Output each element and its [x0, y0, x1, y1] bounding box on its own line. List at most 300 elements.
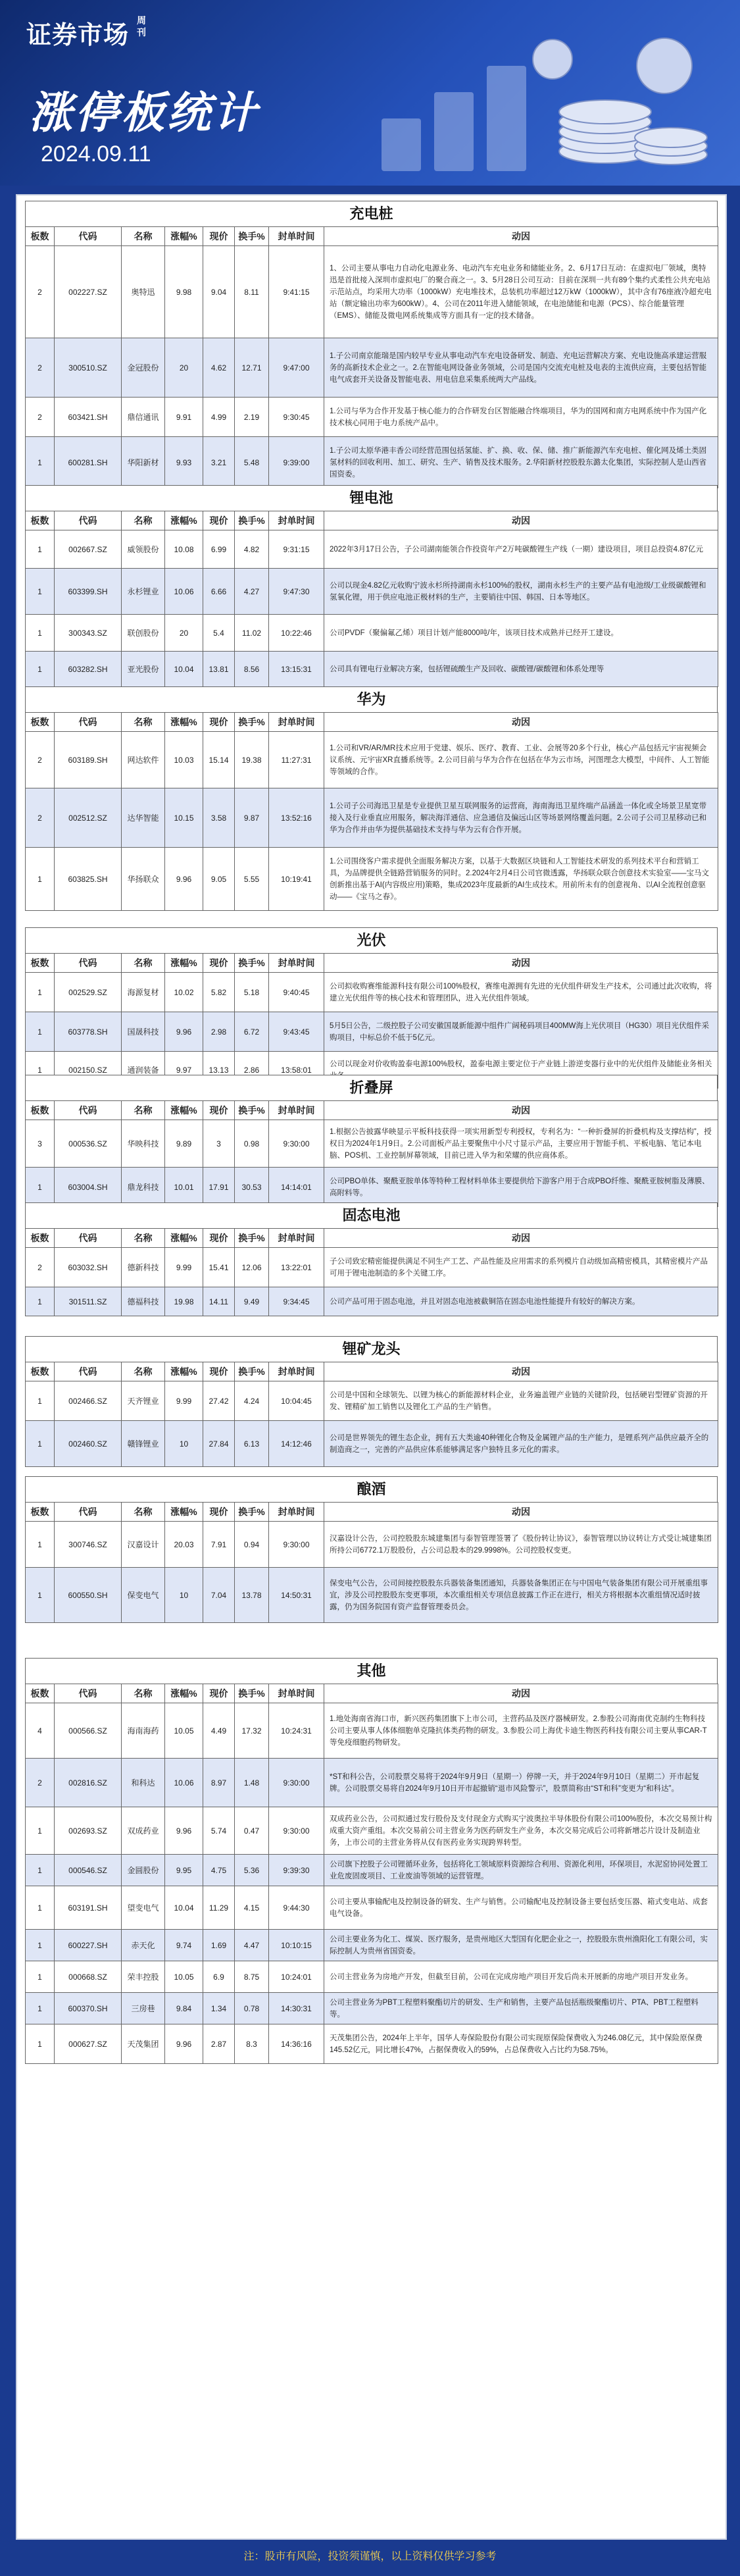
column-header: 板数	[26, 1684, 55, 1703]
column-header: 代码	[55, 1229, 122, 1248]
stock-code: 300510.SZ	[55, 338, 122, 398]
stock-table	[25, 1100, 718, 1207]
report-date: 2024.09.11	[41, 142, 151, 167]
column-header: 封单时间	[269, 1229, 324, 1248]
stock-name: 联创股份	[122, 615, 165, 652]
reason: 5月5日公告，二级控股子公司安徽国晟新能源中组件广阔秘码项目400MW海上光伏项目（HG30）项目光伏组件采购项目，中标总价不低于5亿元。	[324, 1012, 718, 1052]
seal-time: 14:36:16	[269, 2024, 324, 2064]
stock-table	[25, 511, 718, 687]
turnover-percent: 8.3	[235, 2024, 269, 2064]
table-row	[26, 615, 718, 652]
stock-name: 华扬联众	[122, 848, 165, 911]
column-header: 名称	[122, 954, 165, 973]
turnover-percent: 17.32	[235, 1703, 269, 1759]
seal-time: 9:30:00	[269, 1759, 324, 1807]
price: 17.91	[203, 1168, 235, 1207]
page-title: 涨停板统计	[29, 88, 259, 137]
board-count: 1	[26, 1886, 55, 1930]
turnover-percent: 2.19	[235, 398, 269, 437]
table-row	[26, 1807, 718, 1855]
stock-name: 达华智能	[122, 788, 165, 848]
stock-code: 002529.SZ	[55, 973, 122, 1012]
stock-table	[25, 1362, 718, 1467]
reason: 1、公司主要从事电力自动化电源业务、电动汽车充电业务和储能业务。2、6月17日互动：在虚拟电厂领域，奥特迅是首批接入深圳市虚拟电厂的聚合商之一。3、5月28日公司互动：目前在深圳一共有89个集约式柔性公共充电站示范站点，均采用大功率（1000kW）充电堆技术，总装机功率超过12万kW（1000kW），其中含有76座液冷超充电站（额定输出功率为600kW）。4、公司在2011年进入储能领域，在电池储能和电源（PCS）、综合能量管理（EMS）、储能及微电网系统集成等方面具有一定的技术储备。	[324, 246, 718, 338]
column-header: 名称	[122, 1362, 165, 1381]
column-header: 换手%	[235, 1684, 269, 1703]
table-row	[26, 1993, 718, 2024]
table-row	[26, 1168, 718, 1207]
price: 3.58	[203, 788, 235, 848]
seal-time: 9:44:30	[269, 1886, 324, 1930]
price: 15.14	[203, 732, 235, 788]
stock-table	[25, 1228, 718, 1316]
column-header: 涨幅%	[165, 1684, 203, 1703]
stock-name: 鼎信通讯	[122, 398, 165, 437]
board-count: 1	[26, 1012, 55, 1052]
stock-name: 三房巷	[122, 1993, 165, 2024]
section-6	[25, 1336, 718, 1467]
table-row	[26, 338, 718, 398]
column-header: 板数	[26, 511, 55, 530]
reason: 1.公司围绕客户需求提供全面服务解决方案，以基于大数据区块链和人工智能技术研发的系列技术平台和营销工具，为品牌提供全链路营销服务的同时。2.2024年2月4日公司官微透露，华扬联众联合创意技术实验室——宝马文创新推出基于AI(内容级应用)策略，集成2023年度最新的AI生成技术。用前所未有的创意视角、以AI全流程创意驱动——《宝马之春》。	[324, 848, 718, 911]
gain-percent: 10.06	[165, 569, 203, 615]
gain-percent: 9.91	[165, 398, 203, 437]
table-row	[26, 1120, 718, 1168]
stock-name: 德福科技	[122, 1287, 165, 1316]
stock-code: 002693.SZ	[55, 1807, 122, 1855]
table-row	[26, 1886, 718, 1930]
reason: 保变电气公告，公司间接控股股东兵器装备集团通知，兵器装备集团正在与中国电气装备集团有限公司开展重组事宜，涉及公司控股股东变更事项，本次重组相关专项信息披露工作正在进行，相关方将根据本次重组情况适时披露，仍为国务院国有资产监督管理委员会。	[324, 1568, 718, 1623]
seal-time: 13:15:31	[269, 652, 324, 687]
stock-name: 永杉锂业	[122, 569, 165, 615]
turnover-percent: 5.55	[235, 848, 269, 911]
stock-code: 002667.SZ	[55, 530, 122, 569]
column-header: 名称	[122, 227, 165, 246]
column-header: 动因	[324, 954, 718, 973]
stock-name: 威领股份	[122, 530, 165, 569]
reason: 公司PBO单体、聚酰亚胺单体等特种工程材料单体主要提供给下游客户用于合成PBO纤维、聚酰亚胺树脂及薄膜、高附料等。	[324, 1168, 718, 1207]
section-title: 酿酒	[25, 1476, 718, 1502]
stock-code: 600370.SH	[55, 1993, 122, 2024]
column-header: 动因	[324, 713, 718, 732]
reason: 公司主要从事输配电及控制设备的研发、生产与销售。公司输配电及控制设备主要包括变压器、箱式变电站、成套电气设备。	[324, 1886, 718, 1930]
board-count: 1	[26, 848, 55, 911]
column-header: 动因	[324, 1684, 718, 1703]
section-5	[25, 1202, 718, 1316]
stock-code: 000668.SZ	[55, 1961, 122, 1993]
table-row	[26, 246, 718, 338]
stock-code: 603189.SH	[55, 732, 122, 788]
column-header: 封单时间	[269, 1503, 324, 1522]
column-header: 板数	[26, 713, 55, 732]
stock-code: 603004.SH	[55, 1168, 122, 1207]
table-row	[26, 788, 718, 848]
column-header: 板数	[26, 227, 55, 246]
price: 7.04	[203, 1568, 235, 1623]
seal-time: 14:14:01	[269, 1168, 324, 1207]
turnover-percent: 12.06	[235, 1248, 269, 1287]
price: 8.97	[203, 1759, 235, 1807]
seal-time: 14:12:46	[269, 1421, 324, 1467]
column-header: 涨幅%	[165, 1362, 203, 1381]
table-row	[26, 1961, 718, 1993]
column-header: 板数	[26, 1503, 55, 1522]
stock-code: 301511.SZ	[55, 1287, 122, 1316]
stock-table	[25, 1684, 718, 2064]
reason: 公司以现金4.82亿元收购宁波永杉所持湖南永杉100%的股权，湖南永杉生产的主要产品有电池级/工业级碳酸锂和氢氧化锂，用于供应电池正极材料的生产，主要销往中国、韩国、日本等地区。	[324, 569, 718, 615]
table-row	[26, 1568, 718, 1623]
stock-code: 300746.SZ	[55, 1522, 122, 1568]
seal-time: 9:47:00	[269, 338, 324, 398]
column-header: 现价	[203, 954, 235, 973]
stock-code: 603191.SH	[55, 1886, 122, 1930]
seal-time: 10:24:01	[269, 1961, 324, 1993]
column-header: 名称	[122, 1503, 165, 1522]
gain-percent: 20.03	[165, 1522, 203, 1568]
column-header: 封单时间	[269, 1684, 324, 1703]
turnover-percent: 9.87	[235, 788, 269, 848]
turnover-percent: 0.98	[235, 1120, 269, 1168]
turnover-percent: 4.47	[235, 1930, 269, 1961]
table-row	[26, 732, 718, 788]
price: 1.34	[203, 1993, 235, 2024]
stock-name: 天齐锂业	[122, 1381, 165, 1421]
stock-name: 华映科技	[122, 1120, 165, 1168]
column-header: 动因	[324, 1362, 718, 1381]
board-count: 1	[26, 1287, 55, 1316]
price: 1.69	[203, 1930, 235, 1961]
stock-code: 600281.SH	[55, 437, 122, 488]
gain-percent: 10.06	[165, 1759, 203, 1807]
column-header: 换手%	[235, 713, 269, 732]
table-row	[26, 1012, 718, 1052]
seal-time: 14:30:31	[269, 1993, 324, 2024]
gain-percent: 10.05	[165, 1961, 203, 1993]
turnover-percent: 8.75	[235, 1961, 269, 1993]
board-count: 1	[26, 1807, 55, 1855]
price: 2.98	[203, 1012, 235, 1052]
brand-name: 证券市场	[26, 22, 130, 49]
price: 6.66	[203, 569, 235, 615]
gain-percent: 10.03	[165, 732, 203, 788]
stock-code: 600550.SH	[55, 1568, 122, 1623]
stock-name: 天茂集团	[122, 2024, 165, 2064]
turnover-percent: 8.56	[235, 652, 269, 687]
table-row	[26, 398, 718, 437]
price: 5.82	[203, 973, 235, 1012]
gain-percent: 10.05	[165, 1703, 203, 1759]
stock-name: 金冠股份	[122, 338, 165, 398]
seal-time: 10:19:41	[269, 848, 324, 911]
seal-time: 9:41:15	[269, 246, 324, 338]
column-header: 换手%	[235, 954, 269, 973]
price: 14.11	[203, 1287, 235, 1316]
column-header: 涨幅%	[165, 954, 203, 973]
stock-code: 000536.SZ	[55, 1120, 122, 1168]
table-row	[26, 848, 718, 911]
price: 27.84	[203, 1421, 235, 1467]
column-header: 换手%	[235, 227, 269, 246]
column-header: 代码	[55, 954, 122, 973]
board-count: 1	[26, 1522, 55, 1568]
turnover-percent: 30.53	[235, 1168, 269, 1207]
reason: 公司旗下控股子公司锂循环业务，包括将化工领域原料资源综合利用、资源化利用，环保项目，水泥窑协同处置工业危废固废项目、工业废油等领域的运营管理。	[324, 1855, 718, 1886]
board-count: 1	[26, 1168, 55, 1207]
seal-time: 10:04:45	[269, 1381, 324, 1421]
reason: 1.公司与华为合作开发基于核心能力的合作研发台区智能融合终端项目，华为的国网和南方电网系统中作为国产化技术核心同用于电力系统产品中。	[324, 398, 718, 437]
gain-percent: 10	[165, 1421, 203, 1467]
column-header: 封单时间	[269, 1101, 324, 1120]
price: 4.49	[203, 1703, 235, 1759]
board-count: 1	[26, 1421, 55, 1467]
column-header: 代码	[55, 1684, 122, 1703]
gain-percent: 10.04	[165, 652, 203, 687]
board-count: 1	[26, 1052, 55, 1089]
stock-code: 002466.SZ	[55, 1381, 122, 1421]
board-count: 2	[26, 398, 55, 437]
column-header: 板数	[26, 1229, 55, 1248]
turnover-percent: 4.27	[235, 569, 269, 615]
column-header: 名称	[122, 713, 165, 732]
price: 4.75	[203, 1855, 235, 1886]
seal-time: 9:40:45	[269, 973, 324, 1012]
table-row	[26, 973, 718, 1012]
table-row	[26, 569, 718, 615]
price: 4.62	[203, 338, 235, 398]
board-count: 1	[26, 1568, 55, 1623]
column-header: 换手%	[235, 1229, 269, 1248]
column-header: 涨幅%	[165, 1503, 203, 1522]
column-header: 动因	[324, 1503, 718, 1522]
column-header: 涨幅%	[165, 511, 203, 530]
gain-percent: 10.02	[165, 973, 203, 1012]
gain-percent: 9.99	[165, 1381, 203, 1421]
stock-table	[25, 1502, 718, 1623]
turnover-percent: 2.86	[235, 1052, 269, 1089]
table-row	[26, 530, 718, 569]
stock-name: 德新科技	[122, 1248, 165, 1287]
table-row	[26, 1703, 718, 1759]
board-count: 2	[26, 732, 55, 788]
board-count: 1	[26, 437, 55, 488]
section-title: 锂电池	[25, 485, 718, 511]
section-title: 折叠屏	[25, 1075, 718, 1100]
stock-code: 603032.SH	[55, 1248, 122, 1287]
reason: 1.根据公告披露华映显示平板科技获得一项实用新型专利授权，专利名为：“一种折叠屏的折叠机构及支撑结构”，授权日为2024年1月9日。2.公司面板产品主要聚焦中小尺寸显示产品，主要应用于智能手机、平板电脑、笔记本电脑、POS机、工业控制屏幕领域，目前已进入华为和荣耀的供应商体系。	[324, 1120, 718, 1168]
turnover-percent: 9.49	[235, 1287, 269, 1316]
table-row	[26, 652, 718, 687]
seal-time: 13:52:16	[269, 788, 324, 848]
column-header: 板数	[26, 954, 55, 973]
stock-code: 603778.SH	[55, 1012, 122, 1052]
column-header: 封单时间	[269, 713, 324, 732]
price: 13.13	[203, 1052, 235, 1089]
section-8	[25, 1658, 718, 2064]
gain-percent: 10.08	[165, 530, 203, 569]
stock-name: 双成药业	[122, 1807, 165, 1855]
price: 4.99	[203, 398, 235, 437]
seal-time: 13:22:01	[269, 1248, 324, 1287]
board-count: 1	[26, 530, 55, 569]
turnover-percent: 5.18	[235, 973, 269, 1012]
stock-name: 网达软件	[122, 732, 165, 788]
turnover-percent: 11.02	[235, 615, 269, 652]
disclaimer-footer: 注：股市有风险，投资须谨慎，以上资料仅供学习参考	[243, 2551, 497, 2562]
price: 9.05	[203, 848, 235, 911]
gain-percent: 9.96	[165, 2024, 203, 2064]
gain-percent: 10	[165, 1568, 203, 1623]
table-row	[26, 1522, 718, 1568]
board-count: 1	[26, 1855, 55, 1886]
stock-name: 赣锋锂业	[122, 1421, 165, 1467]
header-banner	[0, 0, 740, 186]
column-header: 名称	[122, 1684, 165, 1703]
reason: 公司主营业务为房地产开发，但截至目前，公司在完成房地产项目开发后尚未开展新的房地产项目开发业务。	[324, 1961, 718, 1993]
reason: 1.公司和VR/AR/MR技术应用于党建、娱乐、医疗、教育、工业、会展等20多个行业，核心产品包括元宇宙视频会议系统、元宇宙XR直播系统等。2.公司目前与华为合作在包括在华为云市场，河图理念大模型，中间件、人工智能等领域的合作。	[324, 732, 718, 788]
board-count: 2	[26, 338, 55, 398]
price: 7.91	[203, 1522, 235, 1568]
section-title: 华为	[25, 686, 718, 712]
reason: 公司以现金对价收购盈泰电源100%股权，盈泰电源主要定位于产业链上游逆变器行业中的光伏组件及储能业务相关	[324, 1052, 718, 1089]
stock-code: 002227.SZ	[55, 246, 122, 338]
table-row	[26, 1759, 718, 1807]
board-count: 1	[26, 2024, 55, 2064]
section-1	[25, 485, 718, 687]
gain-percent: 9.96	[165, 848, 203, 911]
column-header: 板数	[26, 1362, 55, 1381]
column-header: 现价	[203, 1362, 235, 1381]
reason: 2022年3月17日公告，子公司湖南能领合作投资年产2万吨碳酸锂生产线（一期）建设项目，项目总投资4.87亿元	[324, 530, 718, 569]
column-header: 现价	[203, 1229, 235, 1248]
stock-code: 002512.SZ	[55, 788, 122, 848]
seal-time: 9:30:00	[269, 1807, 324, 1855]
stock-code: 000566.SZ	[55, 1703, 122, 1759]
stock-code: 603825.SH	[55, 848, 122, 911]
reason: 1.子公司太原华港丰香公司经营范围包括氢能、扩、换、收、保、储、推广新能源汽车充电桩、催化网及烯土类固氢材料的回收利用、加工、研究、生产、销售及技术服务。2.华阳新材控股股东潞太化集团，实际控制人是山西省国资委。	[324, 437, 718, 488]
board-count: 2	[26, 1248, 55, 1287]
column-header: 涨幅%	[165, 1101, 203, 1120]
column-header: 现价	[203, 227, 235, 246]
stock-name: 望变电气	[122, 1886, 165, 1930]
price: 3	[203, 1120, 235, 1168]
stock-table	[25, 712, 718, 911]
seal-time: 9:31:15	[269, 530, 324, 569]
section-title: 充电桩	[25, 201, 718, 226]
seal-time: 10:10:15	[269, 1930, 324, 1961]
gain-percent: 9.95	[165, 1855, 203, 1886]
reason: 公司产品可用于固态电池，并且对固态电池被截铜箔在固态电池性能提升有较好的解决方案。	[324, 1287, 718, 1316]
gain-percent: 20	[165, 615, 203, 652]
board-count: 1	[26, 1930, 55, 1961]
reason: 1.地处海南省海口市，新兴医药集团旗下上市公司，主营药品及医疗器械研发。2.参股公司海南优克制约生物科技公司主要从事人体体细胞单克隆抗体类药物的研发。3.参股公司上海优卡迪生物医药科技有限公司主要从事CAR-T等免疫细胞药物研发。	[324, 1703, 718, 1759]
reason: 公司主营业务为PBT工程塑料聚酯切片的研发、生产和销售，主要产品包括瓶级聚酯切片、PTA、PBT工程塑料等。	[324, 1993, 718, 2024]
turnover-percent: 6.72	[235, 1012, 269, 1052]
column-header: 涨幅%	[165, 227, 203, 246]
seal-time: 10:22:46	[269, 615, 324, 652]
stock-name: 荣丰控股	[122, 1961, 165, 1993]
column-header: 涨幅%	[165, 1229, 203, 1248]
stock-code: 603421.SH	[55, 398, 122, 437]
seal-time: 9:39:30	[269, 1855, 324, 1886]
column-header: 封单时间	[269, 1362, 324, 1381]
reason: 公司PVDF（聚偏氟乙烯）项目计划产能8000吨/年，该项目技术成熟并已经开工建设。	[324, 615, 718, 652]
stock-name: 国晟科技	[122, 1012, 165, 1052]
board-count: 1	[26, 652, 55, 687]
stock-name: 奥特迅	[122, 246, 165, 338]
stock-name: 鼎龙科技	[122, 1168, 165, 1207]
column-header: 换手%	[235, 1362, 269, 1381]
stock-code: 000627.SZ	[55, 2024, 122, 2064]
stock-name: 赤天化	[122, 1930, 165, 1961]
seal-time: 13:58:01	[269, 1052, 324, 1089]
table-row	[26, 1248, 718, 1287]
column-header: 现价	[203, 713, 235, 732]
stock-code: 600227.SH	[55, 1930, 122, 1961]
brand-subtitle: 周刊	[137, 15, 146, 38]
board-count: 1	[26, 1381, 55, 1421]
price: 5.4	[203, 615, 235, 652]
section-4	[25, 1075, 718, 1207]
stock-table	[25, 953, 718, 1089]
board-count: 1	[26, 973, 55, 1012]
price: 27.42	[203, 1381, 235, 1421]
column-header: 代码	[55, 1503, 122, 1522]
column-header: 现价	[203, 1684, 235, 1703]
column-header: 动因	[324, 1229, 718, 1248]
column-header: 代码	[55, 1101, 122, 1120]
stock-name: 通润装备	[122, 1052, 165, 1089]
reason: 公司是中国和全球领先、以锂为核心的新能源材料企业，业务遍盖锂产业链的关键阶段，包括硬岩型锂矿资源的开发、锂精矿加工销售以及锂化工产品的生产销售。	[324, 1381, 718, 1421]
reason: 1.子公司南京能瑞是国内较早专业从事电动汽车充电设备研发、制造、充电运营解决方案、充电设施高承建运营服务的高新技术企业之一。2.在智能电网设备业务领域，公司是国内交流充电桩及电表的主流供应商，主要包括智能电气成套开关设备及智能电表、用电信息采集系统两大产品线。	[324, 338, 718, 398]
column-header: 现价	[203, 1101, 235, 1120]
section-0	[25, 201, 718, 488]
stock-name: 金圆股份	[122, 1855, 165, 1886]
table-row	[26, 1287, 718, 1316]
turnover-percent: 12.71	[235, 338, 269, 398]
table-row	[26, 437, 718, 488]
stock-name: 华阳新材	[122, 437, 165, 488]
board-count: 1	[26, 1961, 55, 1993]
reason: 子公司致宏精密能提供满足不同生产工艺、产品性能及应用需求的系列模片自动级加高精密模具，其精密模片产品可用于锂电池制造的多个关键工序。	[324, 1248, 718, 1287]
price: 9.04	[203, 246, 235, 338]
price: 6.99	[203, 530, 235, 569]
column-header: 换手%	[235, 1503, 269, 1522]
seal-time: 9:30:45	[269, 398, 324, 437]
gain-percent: 9.97	[165, 1052, 203, 1089]
column-header: 封单时间	[269, 227, 324, 246]
price: 5.74	[203, 1807, 235, 1855]
price: 2.87	[203, 2024, 235, 2064]
section-title: 锂矿龙头	[25, 1336, 718, 1362]
turnover-percent: 0.78	[235, 1993, 269, 2024]
stock-name: 保变电气	[122, 1568, 165, 1623]
gain-percent: 10.15	[165, 788, 203, 848]
reason: 双成药业公告，公司拟通过发行股份及支付现金方式购买宁波奥拉半导体股份有限公司100%股份，本次交易预计构成重大资产重组。本次交易前公司主营业务为医药研发生产业务，本次交易完成后公司将新增芯片设计及制造业务，上市公司的主营业务将从仅有医药业务实现跨界转型。	[324, 1807, 718, 1855]
board-count: 1	[26, 615, 55, 652]
column-header: 换手%	[235, 1101, 269, 1120]
column-header: 代码	[55, 511, 122, 530]
seal-time: 9:30:00	[269, 1522, 324, 1568]
section-2	[25, 686, 718, 911]
gain-percent: 10.01	[165, 1168, 203, 1207]
turnover-percent: 0.47	[235, 1807, 269, 1855]
column-header: 动因	[324, 227, 718, 246]
price: 11.29	[203, 1886, 235, 1930]
column-header: 代码	[55, 227, 122, 246]
column-header: 现价	[203, 511, 235, 530]
gain-percent: 9.96	[165, 1807, 203, 1855]
board-count: 1	[26, 1993, 55, 2024]
